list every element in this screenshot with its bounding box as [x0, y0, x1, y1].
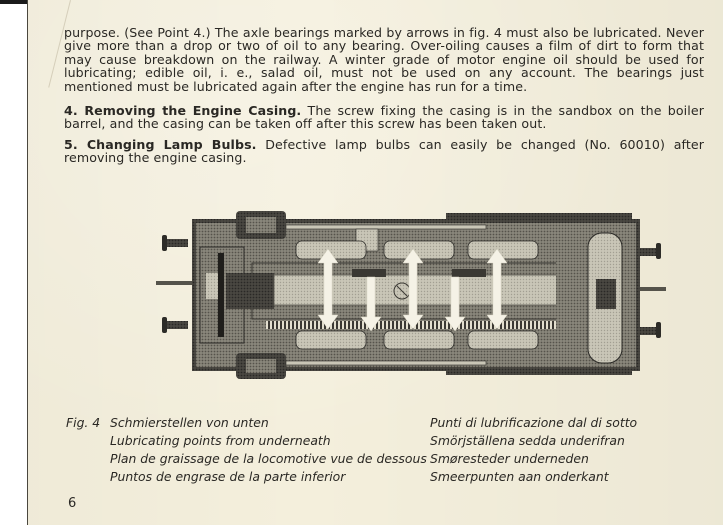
caption-german: Schmierstellen von unten: [110, 415, 269, 430]
caption-swedish: Smörjställena sedda underifran: [430, 433, 625, 448]
paragraph-text: Defective lamp bulbs can easily be changed (No. 60010) after removing the engine casing.: [64, 137, 704, 166]
paragraph-text: purpose. (See Point 4.) The axle bearings marked by arrows in fig. 4 must also be lubricated. Never give more than a drop or two of oil to any bearing. Over-oiling causes a film of dirt to form that may cause breakdown on the railway. A winter grade of motor engine oil should be used for lubricating; edible oil, i. e., salad oil, must not be used on any account. The bearings just mentioned must be lubricated again after the engine has run for a time.: [64, 25, 704, 94]
manual-page: [27, 0, 723, 525]
paragraph-lamp-bulbs: [64, 138, 704, 165]
caption-english: Lubricating points from underneath: [110, 433, 331, 448]
figure-caption-right: [430, 414, 637, 486]
section-heading: 4. Removing the Engine Casing.: [64, 103, 302, 118]
caption-dutch: Smeerpunten aan onderkant: [430, 469, 609, 484]
paragraph-text: The screw fixing the casing is in the sandbox on the boiler barrel, and the casing can be taken off after this screw has been taken out.: [64, 103, 705, 132]
figure-caption-left: [66, 414, 427, 486]
figure-label: Fig. 4: [66, 415, 101, 430]
paragraph-lubrication: [64, 26, 704, 93]
caption-danish: Smøresteder underneden: [430, 451, 589, 466]
locomotive-underside-figure: [156, 203, 676, 395]
caption-french: Plan de graissage de la locomotive vue de dessous: [110, 451, 427, 466]
paragraph-removing-casing: [64, 104, 704, 131]
caption-spanish: Puntos de engrase de la parte inferior: [110, 469, 346, 484]
page-number: 6: [68, 496, 77, 511]
locomotive-illustration: [156, 203, 676, 395]
section-heading: 5. Changing Lamp Bulbs.: [64, 137, 257, 152]
caption-italian: Punti di lubrificazione dal di sotto: [430, 415, 638, 430]
scan-edge: [0, 0, 27, 4]
